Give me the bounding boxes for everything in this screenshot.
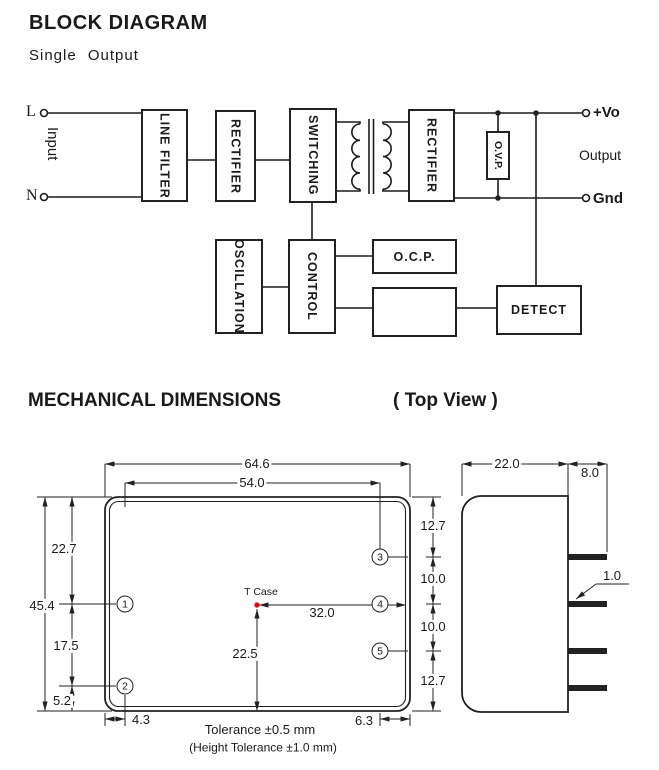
tolerance-note: Tolerance ±0.5 mm — [204, 721, 316, 737]
block-switching: SWITCHING — [289, 108, 337, 203]
height-tolerance-note: (Height Tolerance ±1.0 mm) — [189, 740, 337, 755]
terminal-live-label: L — [26, 103, 36, 120]
dim-bottom-right: 6.3 — [354, 712, 374, 728]
block-rectifier-primary: RECTIFIER — [215, 110, 256, 202]
top-view-label: ( Top View ) — [393, 390, 498, 411]
pin-marker-1: 1 — [117, 596, 134, 613]
output-label: Output — [579, 147, 622, 163]
dim-right-2: 10.0 — [420, 570, 446, 586]
input-label: Input — [44, 127, 61, 161]
dim-tcase-to-edge: 32.0 — [309, 604, 335, 620]
pin-marker-2: 2 — [117, 678, 134, 695]
block-diagram-subtitle: Single Output — [29, 47, 139, 64]
terminal-neutral-label: N — [26, 187, 38, 204]
block-optocoupler — [372, 287, 457, 337]
block-oscillation: OSCILLATION — [215, 239, 263, 334]
dim-bottom-left: 4.3 — [131, 711, 151, 727]
block-control: CONTROL — [288, 239, 336, 334]
dim-pin-thickness: 1.0 — [602, 567, 622, 583]
dim-left-bottom: 5.2 — [52, 692, 72, 708]
block-ocp: O.C.P. — [372, 239, 457, 274]
side-view-outline — [462, 496, 607, 712]
dim-left-top: 22.7 — [51, 540, 77, 556]
transformer-icon — [337, 119, 408, 194]
mechanical-title: MECHANICAL DIMENSIONS — [28, 390, 281, 411]
pin-marker-5: 5 — [372, 643, 389, 660]
block-diagram-title: BLOCK DIAGRAM — [29, 12, 208, 34]
dim-right-3: 10.0 — [420, 618, 446, 634]
block-rectifier-secondary: RECTIFIER — [408, 109, 455, 202]
tcase-label: T Case — [244, 586, 278, 599]
vout-label: +Vo — [593, 104, 620, 121]
dim-tcase-to-bottom: 22.5 — [232, 645, 258, 661]
dim-body-width: 22.0 — [494, 455, 520, 471]
pin-marker-3: 3 — [372, 549, 389, 566]
block-detect: DETECT — [496, 285, 582, 335]
ground-label: Gnd — [593, 190, 623, 207]
mechanical-drawing — [0, 380, 659, 770]
tcase-point — [254, 602, 259, 607]
dim-pin-length: 8.0 — [580, 464, 600, 480]
block-ovp: O.V.P. — [486, 131, 510, 180]
output-rails — [455, 110, 590, 286]
dim-height-outer: 45.4 — [29, 597, 55, 613]
block-line-filter: LINE FILTER — [141, 109, 188, 202]
dim-right-1: 12.7 — [420, 517, 446, 533]
dim-left-mid: 17.5 — [53, 637, 79, 653]
dim-width-outer: 64.6 — [244, 455, 270, 471]
dim-pin-span: 54.0 — [239, 474, 265, 490]
pin-marker-4: 4 — [372, 596, 389, 613]
mechanical-linework — [0, 380, 659, 770]
dim-right-4: 12.7 — [420, 672, 446, 688]
